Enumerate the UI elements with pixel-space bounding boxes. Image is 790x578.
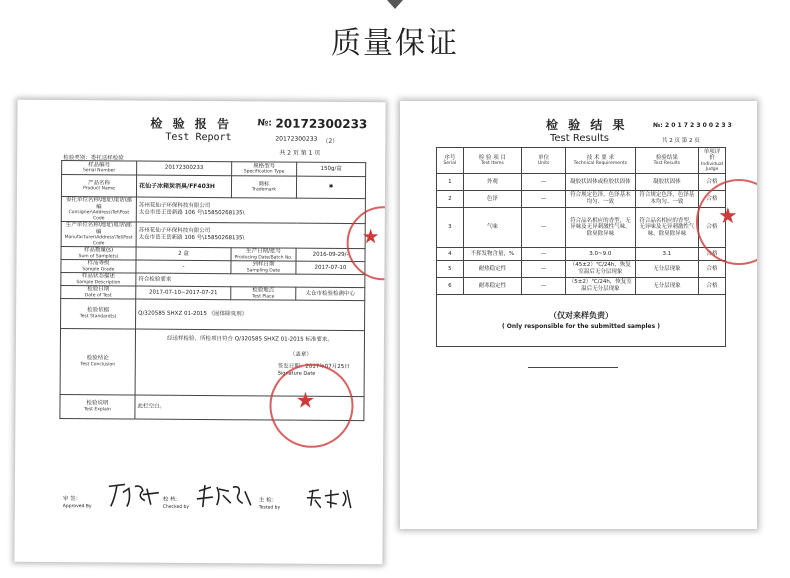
label-tested: 主 检： <box>258 497 278 504</box>
cell-unit: — <box>522 174 566 191</box>
cell-item: 色泽 <box>463 191 521 208</box>
label-spec-en: Specification Type <box>243 169 285 175</box>
report-title-cn: 检 验 报 告 <box>150 116 233 132</box>
report-number: 20172300233 <box>275 116 368 132</box>
label-manufacturer: 生产单位名称\地址\电话\邮编 <box>65 222 132 235</box>
cell-requirement: 3.0~9.0 <box>566 248 635 261</box>
header-results: 检验结果 <box>655 154 678 161</box>
header-units-en: Units <box>537 161 550 167</box>
results-title-en: Test Results <box>550 133 609 144</box>
signature-date-en: Signature Date <box>277 370 316 377</box>
cell-item: 外观 <box>463 174 521 191</box>
cell-requirement: （5±2）℃/24h，恢复室温后无分层现象 <box>566 278 635 295</box>
label-sampling-date-en: Sampling Date <box>246 267 281 274</box>
cell-item: 耐寒稳定性 <box>463 278 521 295</box>
label-trademark: 商标 <box>258 180 270 187</box>
cell-judge: 合格 <box>699 191 726 208</box>
label-spec: 规格型号 <box>253 162 276 170</box>
header-units: 单位 <box>538 154 550 161</box>
cell-unit: — <box>522 208 566 248</box>
label-quantity: 样品数量(s) <box>83 247 114 254</box>
label-production-date-en: Producing Date/Batch No. <box>234 254 293 261</box>
label-description-en: Sample Description <box>76 279 121 285</box>
label-standard-en: Test Standard(s) <box>79 314 117 320</box>
label-grade: 样品等级 <box>87 260 110 267</box>
table-row <box>437 278 726 295</box>
value-consignor-name: 苏州花仙子环保科技有限公司 <box>138 202 211 210</box>
table-row <box>437 261 726 278</box>
cell-requirement: （45±2）℃/24h，恢复室温后无分层现象 <box>566 261 635 278</box>
cell-requirement: 凝胶状固体或粒胶状固体 <box>566 174 635 191</box>
value-grade: - <box>136 260 231 274</box>
value-explain: 此栏空白。 <box>135 395 364 421</box>
value-conclusion: 经送样检验，所检项目符合 Q/320585 SHXZ 01-2015 标准要求。 <box>167 335 333 343</box>
report-number-small: 20172300233 <box>275 135 318 143</box>
value-test-place: 太仓市检验检测中心 <box>296 287 365 300</box>
note-en: ( Only responsible for the submitted samples ) <box>501 323 661 331</box>
header-requirements-en: Technical Requirements <box>573 161 628 167</box>
label-explain-en: Test Explain <box>84 407 111 413</box>
header-items: 检 验 项 目 <box>478 154 507 161</box>
results-page-info: 共 2 页 第 2 页 <box>662 138 700 144</box>
table-row <box>437 248 726 261</box>
label-product: 产品名称 <box>88 179 111 186</box>
cell-result: 无分层现象 <box>635 261 698 278</box>
cell-item: 不挥发物含量，% <box>463 248 521 261</box>
label-trademark-en: Trademark <box>252 187 276 193</box>
value-sampling-date: 2017-07-10 <box>296 261 365 274</box>
label-test-date: 检验日期 <box>87 286 110 293</box>
label-consignor: 委托单位名称\地址\电话\邮编 <box>65 197 132 210</box>
red-seal-star-icon: ★ <box>718 204 738 229</box>
value-production-date: 2016-09-29/- <box>296 248 365 261</box>
value-serial: 20172300233 <box>137 161 232 176</box>
cell-judge: 合格 <box>699 208 726 248</box>
test-category: 检验类别：委托送样检验 <box>63 155 124 162</box>
divider <box>528 367 618 368</box>
note-cn: （仅对来样负责） <box>549 310 613 320</box>
label-serial-en: Serial Number <box>82 168 116 174</box>
label-consignor-en: Consigner\Address\Tel\Post Code <box>68 210 130 221</box>
stamp-note: （盖章） <box>289 351 312 358</box>
page-title: 质量保证 <box>331 26 459 61</box>
cell-unit: — <box>522 191 566 208</box>
signature-date: 签发日期：2017年07月25日 <box>277 363 350 371</box>
value-standard: Q/320585 SHXZ 01-2015 《固体除臭剂》 <box>136 299 365 331</box>
results-table <box>436 147 726 347</box>
cell-unit: — <box>522 248 566 261</box>
results-number-prefix: №: <box>653 122 663 129</box>
cell-serial: 6 <box>437 278 464 295</box>
cell-serial: 4 <box>437 248 464 261</box>
value-manufacturer-name: 苏州花仙子环保科技有限公司 <box>138 227 211 235</box>
label-checked-en: Checked by <box>162 504 190 510</box>
table-row <box>437 174 726 191</box>
table-row <box>437 208 726 248</box>
label-serial: 样品编号 <box>88 161 111 168</box>
label-production-date: 生产日期/批号 <box>246 248 282 255</box>
label-test-place-en: Test Place <box>252 293 275 300</box>
label-approved: 审 签： <box>62 496 82 503</box>
cell-judge: 合格 <box>699 174 726 191</box>
header-requirements: 技 术 要 求 <box>586 154 614 161</box>
label-quantity-en: Sum of Sample(s) <box>78 253 119 259</box>
report-number-suffix: （2） <box>322 137 339 145</box>
label-manufacturer-en: Manufacturer\Address\Tel\Post Code <box>64 235 133 246</box>
report-title-en: Test Report <box>165 131 232 144</box>
header-judge: 单项评价 <box>703 148 721 162</box>
cell-result: 无分层现象 <box>635 278 698 295</box>
cell-unit: — <box>522 261 566 278</box>
chevron-down-icon <box>387 0 403 9</box>
value-product: 花仙子冰箱炭消臭/FF403H <box>136 175 231 198</box>
cell-serial: 1 <box>437 174 464 191</box>
value-test-date: 2017-07-10~2017-07-21 <box>136 286 231 300</box>
results-title-cn: 检 验 结 果 <box>546 118 628 132</box>
cell-result: 3.1 <box>635 248 698 261</box>
page-info: 共 2 页 第 1 页 <box>279 149 321 157</box>
table-row <box>437 191 726 208</box>
label-approved-en: Approved By <box>62 503 92 509</box>
cell-unit: — <box>522 278 566 295</box>
checker-signature <box>195 481 255 511</box>
label-test-place: 检验地点 <box>252 287 275 294</box>
report-number-prefix: №: <box>257 118 272 129</box>
header-serial-en: Serial <box>443 161 457 167</box>
value-quantity: 2 盒 <box>136 247 231 261</box>
cell-judge: 合格 <box>699 248 726 261</box>
label-test-date-en: Date of Test <box>84 292 112 298</box>
cell-serial: 3 <box>437 208 464 248</box>
label-conclusion: 检验结论 <box>86 355 109 362</box>
cell-item: 耐热稳定性 <box>463 261 521 278</box>
label-conclusion-en: Test Conclusion <box>80 362 116 368</box>
label-grade-en: Sample Grade <box>82 266 115 272</box>
cell-judge: 合格 <box>699 261 726 278</box>
test-results-document <box>400 101 757 529</box>
header-judge-en: Individual Judge <box>701 161 723 173</box>
header-serial: 序号 <box>444 154 456 161</box>
label-sampling-date: 到样日期 <box>252 261 275 268</box>
value-spec: 150g/盒 <box>297 162 366 176</box>
label-product-en: Product Name <box>83 186 115 192</box>
cell-result: 符合规定色泽，色泽基本均匀、一致 <box>635 191 698 208</box>
red-seal-star-icon: ★ <box>361 224 380 249</box>
cell-judge: 合格 <box>699 278 726 295</box>
cell-requirement: 符合规定色泽，色泽基本均匀、一致 <box>566 191 635 208</box>
value-trademark: ✱ <box>296 176 365 198</box>
label-tested-en: Tested by <box>258 505 281 511</box>
value-consignor-address: 太仓市岳王岳新路 106 号\15850268135\ <box>138 209 245 217</box>
value-manufacturer-address: 太仓市岳王岳新路 106 号\15850268135\ <box>138 234 245 242</box>
cell-result: 符合品名相应的香型，无异味及无异刺激性气味，除臭除异味 <box>635 208 698 248</box>
cell-result: 凝胶状固体 <box>635 174 698 191</box>
cell-item: 气味 <box>463 208 521 248</box>
label-standard: 检验依据 <box>87 307 110 314</box>
header-results-en: Test Results <box>653 161 681 167</box>
label-checked: 校 核： <box>162 496 182 503</box>
value-description: 符合检验要求 <box>136 273 365 288</box>
tester-signature <box>305 486 355 510</box>
test-report-document <box>14 100 385 565</box>
cell-serial: 2 <box>437 191 464 208</box>
approver-signature <box>107 480 162 510</box>
cell-serial: 5 <box>437 261 464 278</box>
red-seal-star-icon: ★ <box>295 388 316 414</box>
label-description: 样品状态描述 <box>81 273 115 280</box>
cell-requirement: 符合品名相应的香型，无异味及无异刺激性气味，除臭除异味 <box>566 208 635 248</box>
header-items-en: Test Items <box>480 161 504 167</box>
label-explain: 检验说明 <box>86 400 109 407</box>
results-number: 2 0 1 7 2 3 0 0 2 3 3 <box>665 122 732 129</box>
